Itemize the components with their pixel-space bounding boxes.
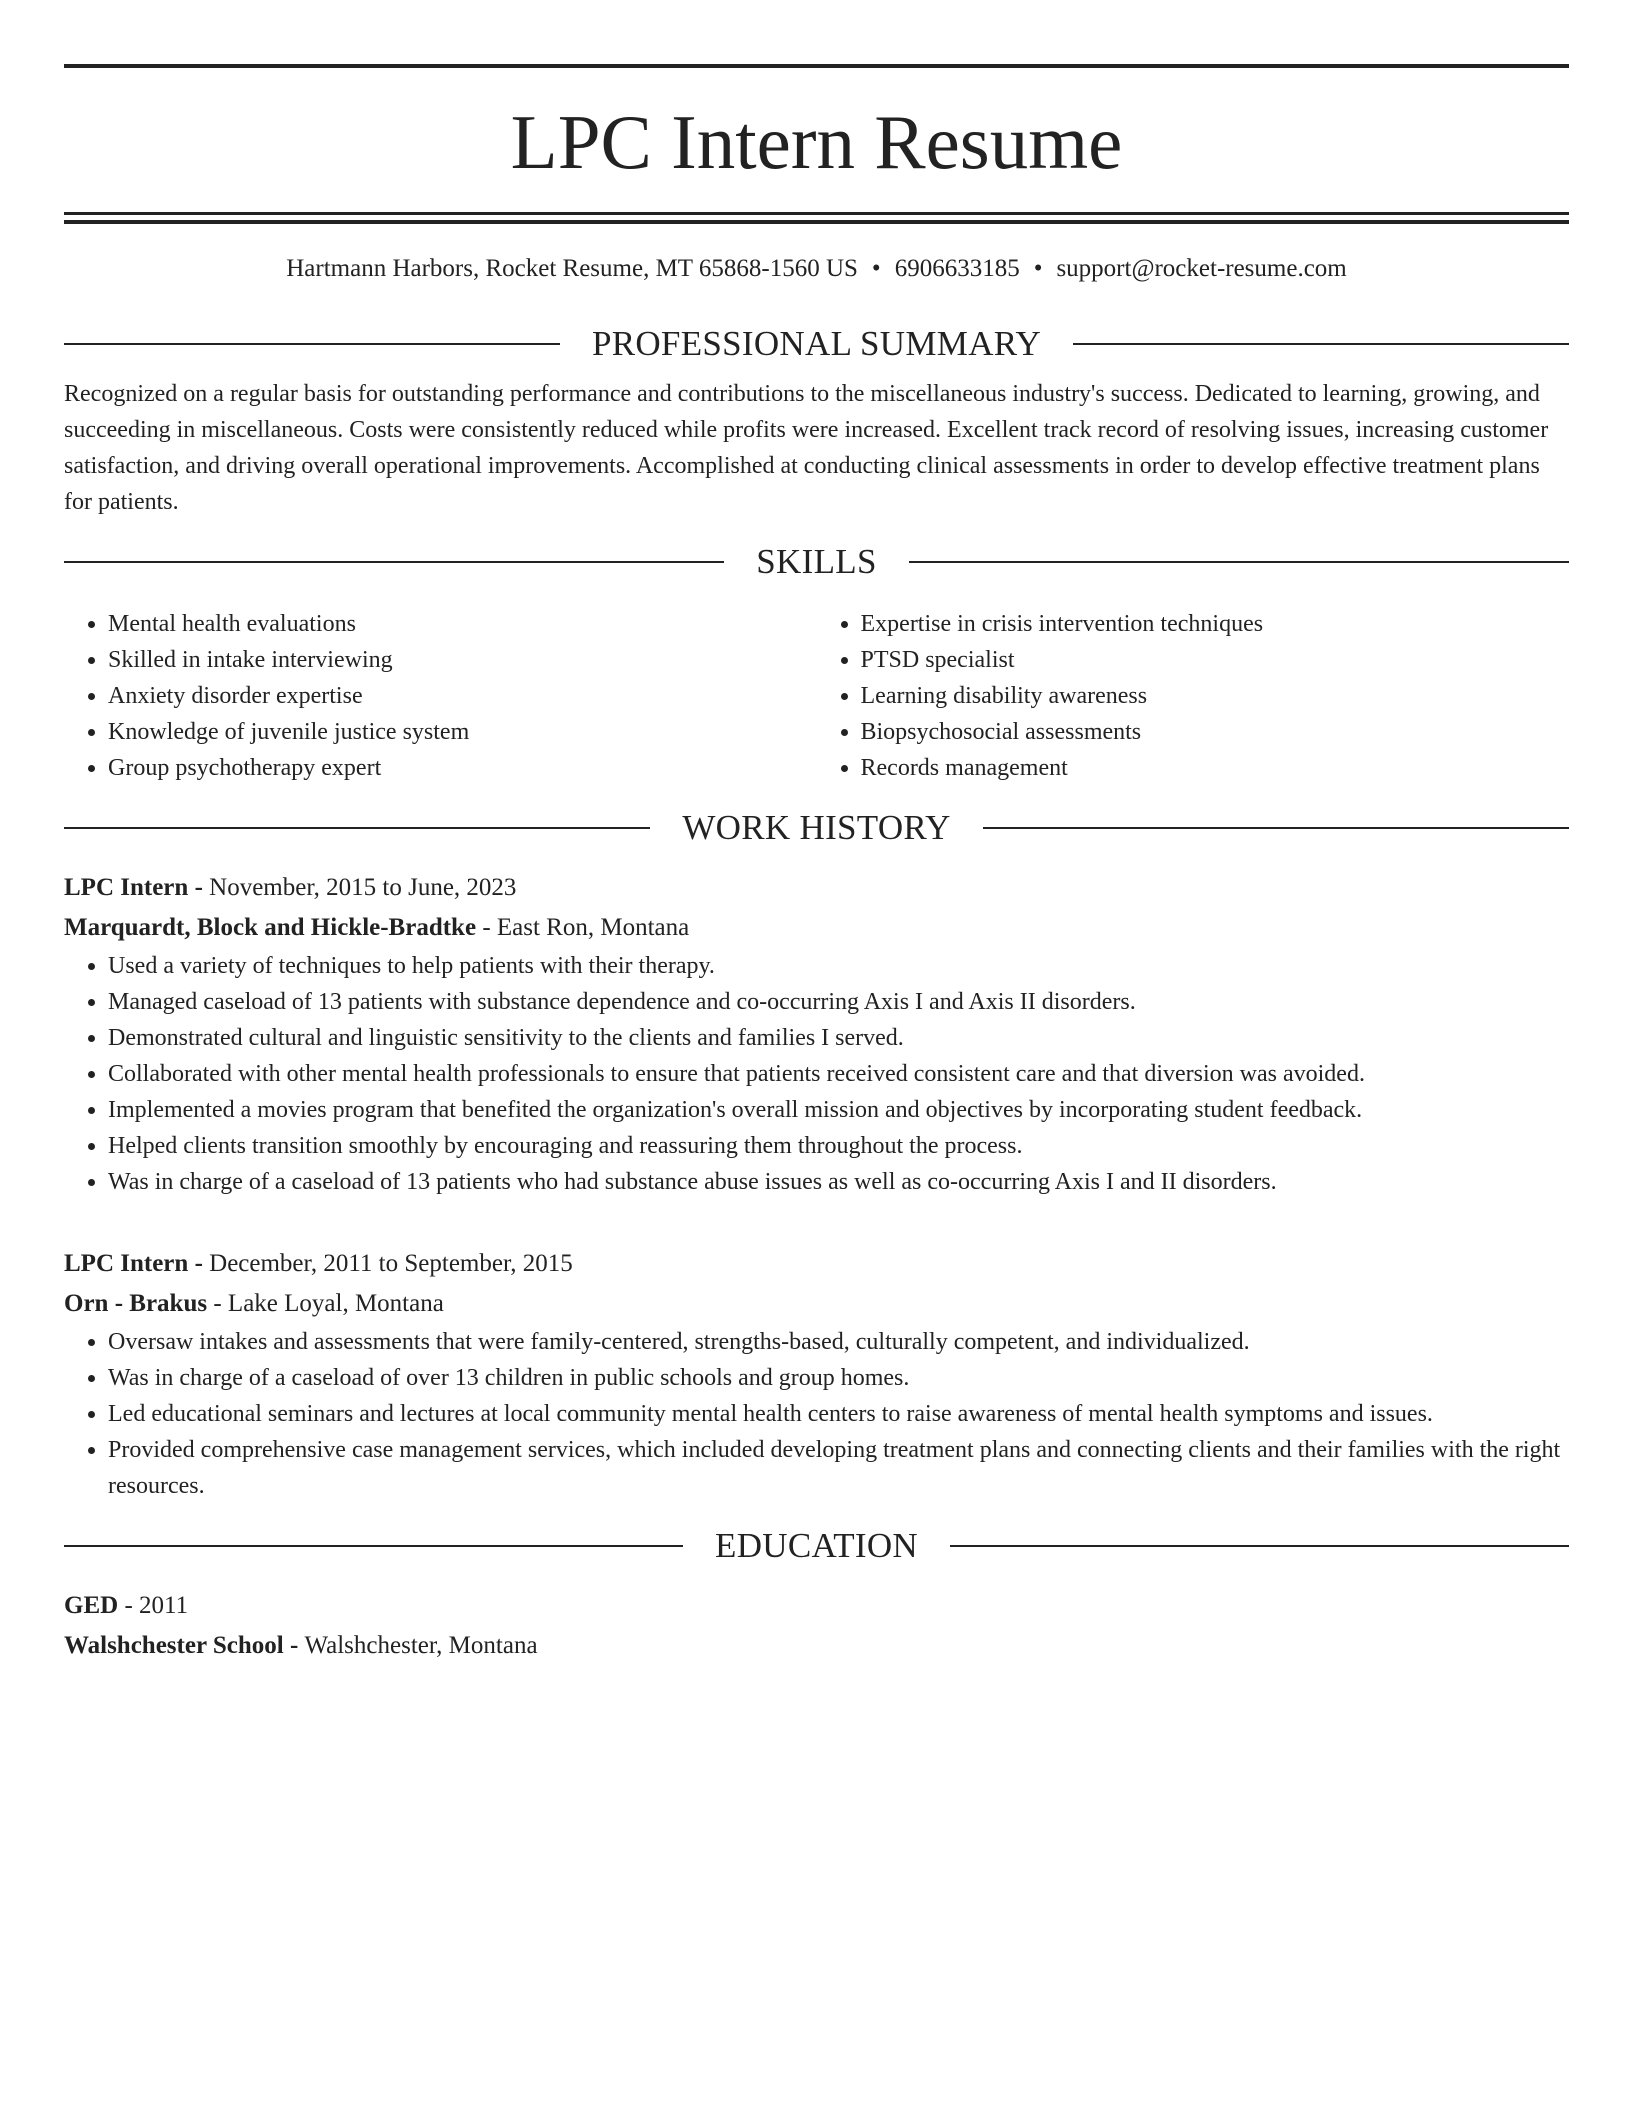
skills-column-left <box>64 606 817 786</box>
contact-line <box>64 254 1569 284</box>
heading-rule <box>64 561 724 563</box>
job-entry <box>64 868 1569 1200</box>
skill-item: • Biopsychosocial assessments <box>861 714 1570 750</box>
education-year: 2011 <box>139 1592 189 1619</box>
education-entry <box>64 1586 1569 1666</box>
job-bullet: • Provided comprehensive case management services, which included developing treatment plans and connecting clients and their families with the right resources. <box>108 1432 1569 1504</box>
job-bullet: • Led educational seminars and lectures at local community mental health centers to raise awareness of mental health symptoms and issues. <box>108 1396 1569 1432</box>
skill-item: • Knowledge of juvenile justice system <box>108 714 817 750</box>
job-bullet: • Was in charge of a caseload of 13 patients who had substance abuse issues as well as co-occurring Axis I and II disorders. <box>108 1164 1569 1200</box>
job-bullet: • Implemented a movies program that benefited the organization's overall mission and objectives by incorporating student feedback. <box>108 1092 1569 1128</box>
job-bullet: • Was in charge of a caseload of over 13 children in public schools and group homes. <box>108 1360 1569 1396</box>
header-double-rule <box>64 212 1569 224</box>
job-dates: November, 2015 to June, 2023 <box>209 874 517 901</box>
job-location: Lake Loyal, Montana <box>227 1290 444 1317</box>
skills-list <box>64 606 1569 786</box>
section-title: SKILLS <box>756 542 877 581</box>
job-bullet: • Collaborated with other mental health professionals to ensure that patients received consistent care and that diversion was avoided. <box>108 1056 1569 1092</box>
heading-rule <box>950 1545 1569 1547</box>
job-bullet: • Used a variety of techniques to help patients with their therapy. <box>108 948 1569 984</box>
job-dates: December, 2011 to September, 2015 <box>209 1250 573 1277</box>
heading-rule <box>983 827 1569 829</box>
skill-item: • Skilled in intake interviewing <box>108 642 817 678</box>
summary-text: Recognized on a regular basis for outstanding performance and contributions to the miscellaneous industry's success. Dedicated to learning, growing, and succeeding in miscellaneous. Costs were consistently reduced while profits were increased. Excellent track record of resolving issues, increasing customer satisfaction, and driving overall operational improvements. Accomplished at conducting clinical assessments in order to develop effective treatment plans for patients. <box>64 381 1549 515</box>
skill-item: • Learning disability awareness <box>861 678 1570 714</box>
section-title: WORK HISTORY <box>682 808 951 847</box>
section-heading-skills <box>64 542 1569 582</box>
skill-item: • Anxiety disorder expertise <box>108 678 817 714</box>
skill-item: • Records management <box>861 750 1570 786</box>
job-bullet: • Managed caseload of 13 patients with substance dependence and co-occurring Axis I and Axis II disorders. <box>108 984 1569 1020</box>
contact-phone: 6906633185 <box>894 255 1020 282</box>
job-bullets <box>64 1324 1569 1504</box>
job-bullet: • Oversaw intakes and assessments that were family-centered, strengths-based, culturally competent, and individualized. <box>108 1324 1569 1360</box>
job-bullet: • Helped clients transition smoothly by encouraging and reassuring them throughout the process. <box>108 1128 1569 1164</box>
education-degree-line: GED - 2011 <box>64 1592 189 1619</box>
contact-address: Hartmann Harbors, Rocket Resume, MT 65868-1560 US <box>286 255 858 282</box>
job-title: LPC Intern <box>64 1250 189 1277</box>
skill-item: • Group psychotherapy expert <box>108 750 817 786</box>
job-title: LPC Intern <box>64 874 189 901</box>
job-company-line: Marquardt, Block and Hickle-Bradtke - East Ron, Montana <box>64 914 690 941</box>
contact-separator: • <box>871 255 881 282</box>
job-entry <box>64 1244 1569 1504</box>
heading-rule <box>1073 343 1569 345</box>
job-company: Orn - Brakus <box>64 1290 208 1317</box>
heading-rule <box>64 343 560 345</box>
heading-rule <box>64 1545 683 1547</box>
job-title-line: LPC Intern - November, 2015 to June, 2023 <box>64 874 517 901</box>
contact-separator: • <box>1033 255 1043 282</box>
education-location: Walshchester, Montana <box>304 1632 538 1659</box>
job-location: East Ron, Montana <box>496 914 690 941</box>
resume-page <box>64 64 1569 1666</box>
heading-rule <box>64 827 650 829</box>
skill-item: • PTSD specialist <box>861 642 1570 678</box>
section-title: PROFESSIONAL SUMMARY <box>591 324 1042 363</box>
section-title: EDUCATION <box>715 1526 918 1565</box>
education-school-line: Walshchester School - Walshchester, Montana <box>64 1632 538 1659</box>
education-school: Walshchester School <box>64 1632 284 1659</box>
section-heading-summary <box>64 324 1569 364</box>
contact-email[interactable]: support@rocket-resume.com <box>1056 255 1347 282</box>
job-company: Marquardt, Block and Hickle-Bradtke <box>64 914 477 941</box>
heading-rule <box>909 561 1569 563</box>
job-title-line: LPC Intern - December, 2011 to September, 2015 <box>64 1250 573 1277</box>
skill-item: • Mental health evaluations <box>108 606 817 642</box>
job-bullets <box>64 948 1569 1200</box>
job-company-line: Orn - Brakus - Lake Loyal, Montana <box>64 1290 444 1317</box>
resume-title: LPC Intern Resume <box>510 99 1123 185</box>
section-heading-education <box>64 1526 1569 1566</box>
education-degree: GED <box>64 1592 119 1619</box>
header-top-rule <box>64 64 1569 68</box>
section-heading-work <box>64 808 1569 848</box>
skills-column-right <box>817 606 1570 786</box>
job-bullet: • Demonstrated cultural and linguistic sensitivity to the clients and families I served. <box>108 1020 1569 1056</box>
skill-item: • Expertise in crisis intervention techniques <box>861 606 1570 642</box>
